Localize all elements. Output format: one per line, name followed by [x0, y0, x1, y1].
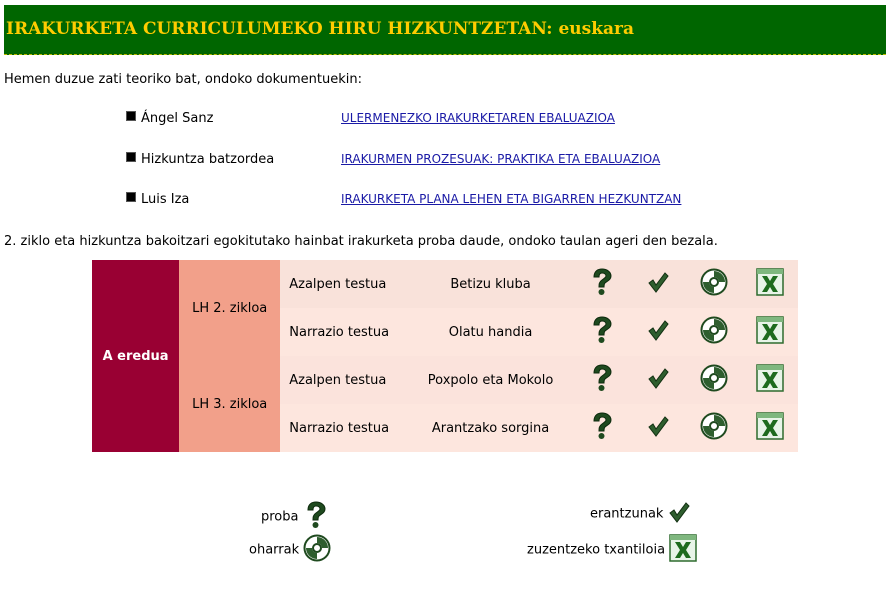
table-description: 2. ziklo eta hizkuntza bakoitzari egokitutako hainbat irakurketa proba daude, ondoko taulan ageri den bezala.	[4, 234, 718, 249]
disc-icon[interactable]	[700, 316, 728, 348]
test-table	[92, 260, 798, 452]
document-link-ulermenezko[interactable]: ULERMENEZKO IRAKURKETAREN EBALUAZIOA	[341, 111, 615, 125]
excel-icon[interactable]	[756, 316, 784, 348]
excel-icon[interactable]	[756, 364, 784, 396]
test-name-cell: Poxpolo eta Mokolo	[407, 356, 573, 404]
disc-icon[interactable]	[700, 268, 728, 300]
disc-icon	[303, 534, 331, 566]
document-author: Luis Iza	[141, 192, 190, 207]
document-item	[126, 152, 660, 170]
checkmark-icon	[668, 501, 690, 527]
square-bullet-icon	[126, 152, 136, 162]
page-title: IRAKURKETA CURRICULUMEKO HIRU HIZKUNTZETAN: euskara	[6, 19, 634, 39]
excel-icon[interactable]	[756, 268, 784, 300]
disc-icon[interactable]	[700, 412, 728, 444]
checkmark-icon[interactable]	[647, 415, 669, 441]
document-author: Ángel Sanz	[141, 111, 214, 126]
test-name-cell: Arantzako sorgina	[407, 404, 573, 452]
test-name-cell: Olatu handia	[407, 308, 573, 356]
text-type-cell: Azalpen testua	[280, 356, 407, 404]
checkmark-icon[interactable]	[647, 319, 669, 345]
question-icon	[303, 501, 329, 533]
checkmark-icon[interactable]	[647, 367, 669, 393]
legend-label: zuzentzeko txantiloia	[527, 542, 666, 558]
model-cell: A eredua	[92, 260, 179, 452]
table-row	[92, 356, 798, 404]
intro-text: Hemen duzue zati teoriko bat, ondoko dokumentuekin:	[4, 72, 362, 87]
table-row	[92, 260, 798, 308]
document-link-irakurketa-plana[interactable]: IRAKURKETA PLANA LEHEN ETA BIGARREN HEZKUNTZAN	[341, 192, 682, 206]
document-item	[126, 111, 615, 129]
square-bullet-icon	[126, 192, 136, 202]
disc-icon[interactable]	[700, 364, 728, 396]
question-icon[interactable]	[589, 316, 615, 348]
text-type-cell: Narrazio testua	[280, 404, 407, 452]
question-icon[interactable]	[589, 412, 615, 444]
question-icon[interactable]	[589, 268, 615, 300]
square-bullet-icon	[126, 111, 136, 121]
text-type-cell: Azalpen testua	[280, 260, 407, 308]
document-author: Hizkuntza batzordea	[141, 152, 275, 167]
question-icon[interactable]	[589, 364, 615, 396]
legend-erantzunak	[590, 501, 690, 527]
cycle-cell: LH 2. zikloa	[179, 260, 280, 356]
document-item	[126, 192, 681, 210]
legend-proba	[261, 501, 329, 533]
legend-zuzentzeko	[527, 534, 697, 566]
cycle-cell: LH 3. zikloa	[179, 356, 280, 452]
excel-icon	[669, 534, 697, 566]
legend-label: proba	[261, 509, 299, 525]
document-link-irakurmen[interactable]: IRAKURMEN PROZESUAK: PRAKTIKA ETA EBALUAZIOA	[341, 152, 661, 166]
legend-label: erantzunak	[590, 506, 664, 522]
excel-icon[interactable]	[756, 412, 784, 444]
legend-label: oharrak	[249, 542, 300, 558]
checkmark-icon[interactable]	[647, 271, 669, 297]
header-banner	[4, 5, 886, 55]
text-type-cell: Narrazio testua	[280, 308, 407, 356]
legend-oharrak	[249, 534, 331, 566]
test-name-cell: Betizu kluba	[407, 260, 573, 308]
